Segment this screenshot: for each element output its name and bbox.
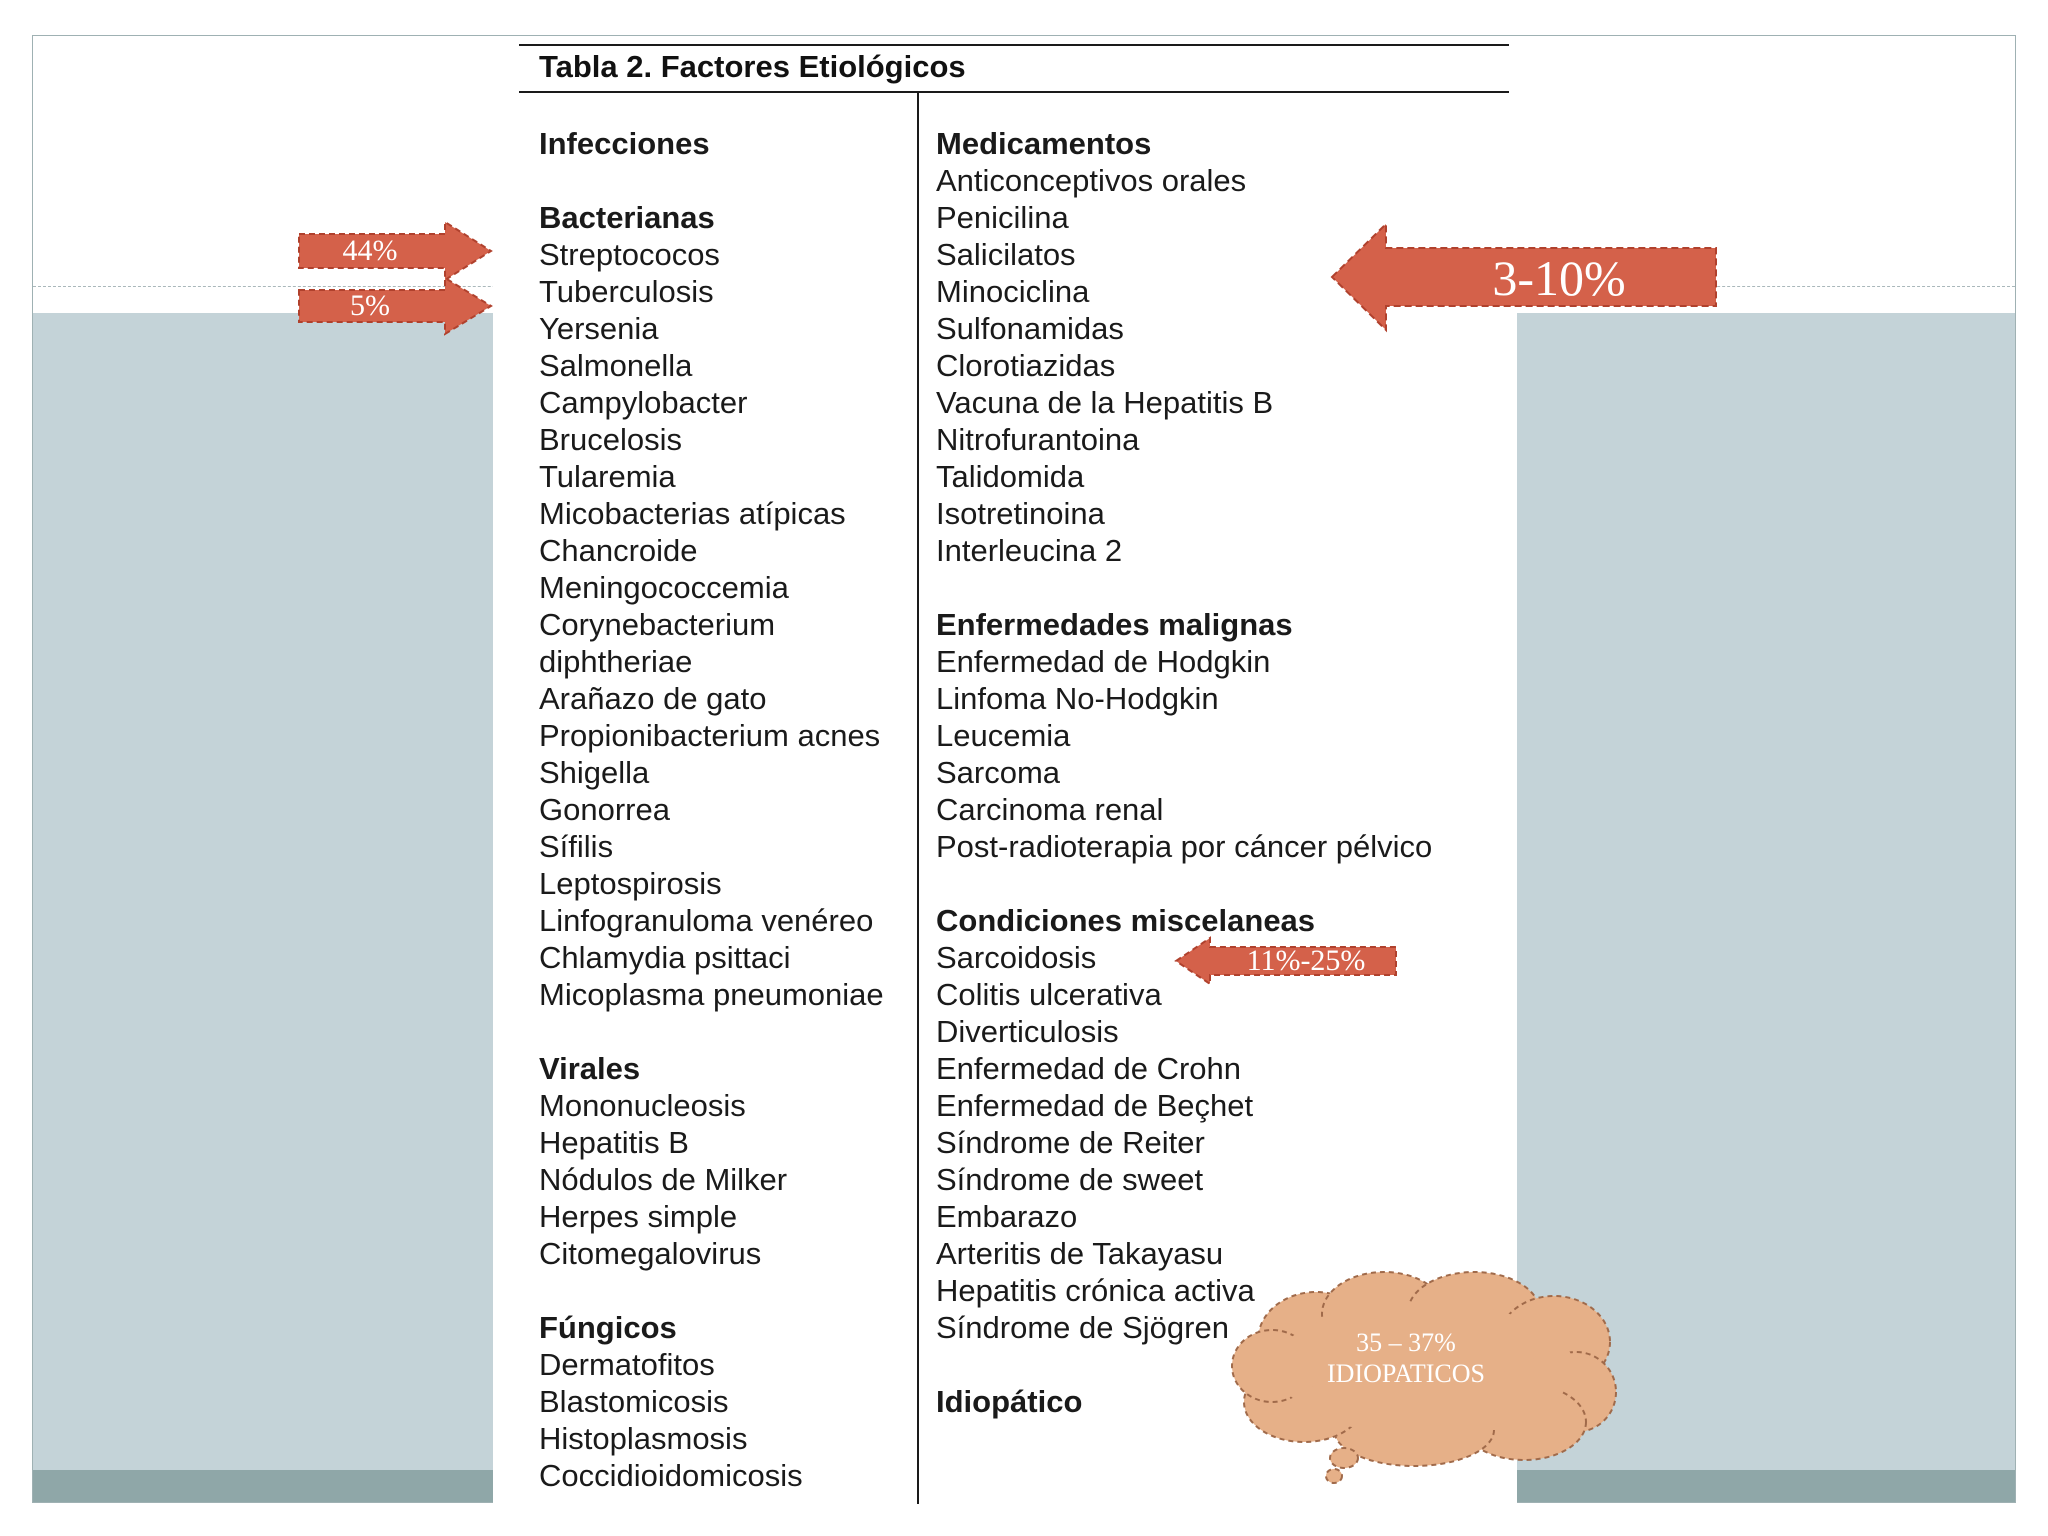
list-item: Nitrofurantoina xyxy=(936,422,1140,457)
list-item: Hepatitis B xyxy=(539,1125,689,1160)
list-item: Micoplasma pneumoniae xyxy=(539,977,884,1012)
column-divider xyxy=(917,92,919,1504)
list-item: Arañazo de gato xyxy=(539,681,767,716)
list-item: Shigella xyxy=(539,755,650,790)
list-item: Propionibacterium acnes xyxy=(539,718,881,753)
list-item: Embarazo xyxy=(936,1199,1078,1234)
list-item: Leptospirosis xyxy=(539,866,722,901)
list-item: Arteritis de Takayasu xyxy=(936,1236,1224,1271)
list-item: Chancroide xyxy=(539,533,698,568)
list-item: Tuberculosis xyxy=(539,274,714,309)
list-item: Diverticulosis xyxy=(936,1014,1119,1049)
arrow-label-11-25: 11%-25% xyxy=(1246,944,1366,977)
list-item: Sífilis xyxy=(539,829,614,864)
list-item: Chlamydia psittaci xyxy=(539,940,791,975)
list-item: Tularemia xyxy=(539,459,676,494)
list-item: Yersenia xyxy=(539,311,659,346)
list-item: Leucemia xyxy=(936,718,1071,753)
category-heading: Bacterianas xyxy=(539,200,715,235)
list-item: Nódulos de Milker xyxy=(539,1162,788,1197)
left-column xyxy=(539,125,884,1494)
table-header-rule xyxy=(519,91,1509,93)
table-title: Tabla 2. Factores Etiológicos xyxy=(539,49,966,84)
list-item: Colitis ulcerativa xyxy=(936,977,1162,1012)
spacer xyxy=(539,1013,884,1050)
list-item: Sarcoma xyxy=(936,755,1061,790)
category-heading: Idiopático xyxy=(936,1384,1083,1419)
list-item: Brucelosis xyxy=(539,422,682,457)
list-item: Salicilatos xyxy=(936,237,1076,272)
list-item: Enfermedad de Hodgkin xyxy=(936,644,1271,679)
list-item: Herpes simple xyxy=(539,1199,738,1234)
list-item: Síndrome de Sjögren xyxy=(936,1310,1229,1345)
table-top-rule xyxy=(519,44,1509,46)
list-item: Talidomida xyxy=(936,459,1085,494)
list-item: Meningococcemia xyxy=(539,570,789,605)
arrow-label-3-10: 3-10% xyxy=(1492,250,1626,306)
list-item: Micobacterias atípicas xyxy=(539,496,846,531)
list-item: Sulfonamidas xyxy=(936,311,1124,346)
list-item: Isotretinoina xyxy=(936,496,1105,531)
list-item: Citomegalovirus xyxy=(539,1236,762,1271)
spacer xyxy=(936,865,1432,902)
category-heading: Condiciones miscelaneas xyxy=(936,903,1316,938)
list-item: Histoplasmosis xyxy=(539,1421,748,1456)
list-item: Interleucina 2 xyxy=(936,533,1123,568)
list-item: Hepatitis crónica activa xyxy=(936,1273,1255,1308)
list-item: Minociclina xyxy=(936,274,1090,309)
list-item: Síndrome de sweet xyxy=(936,1162,1204,1197)
list-item: Enfermedad de Crohn xyxy=(936,1051,1242,1086)
list-item: Campylobacter xyxy=(539,385,748,420)
list-item: Sarcoidosis xyxy=(936,940,1097,975)
list-item: Clorotiazidas xyxy=(936,348,1116,383)
list-item: Blastomicosis xyxy=(539,1384,729,1419)
cloud-label-idiopathic: IDIOPATICOS xyxy=(1327,1359,1485,1388)
list-item: Gonorrea xyxy=(539,792,670,827)
category-heading: Virales xyxy=(539,1051,641,1086)
list-item: Coccidioidomicosis xyxy=(539,1458,803,1493)
list-item: Vacuna de la Hepatitis B xyxy=(936,385,1274,420)
list-item: Salmonella xyxy=(539,348,693,383)
spacer xyxy=(936,569,1432,606)
list-item: diphtheriae xyxy=(539,644,693,679)
category-heading: Enfermedades malignas xyxy=(936,607,1293,642)
category-heading: Medicamentos xyxy=(936,126,1152,161)
list-item: Linfogranuloma venéreo xyxy=(539,903,874,938)
arrow-label-44: 44% xyxy=(342,234,398,267)
list-item: Anticonceptivos orales xyxy=(936,163,1247,198)
list-item: Síndrome de Reiter xyxy=(936,1125,1205,1160)
spacer xyxy=(539,1272,884,1309)
cloud-label-percent: 35 – 37% xyxy=(1356,1328,1456,1357)
list-item: Enfermedad de Beçhet xyxy=(936,1088,1254,1123)
list-item: Penicilina xyxy=(936,200,1069,235)
list-item: Dermatofitos xyxy=(539,1347,715,1382)
list-item: Mononucleosis xyxy=(539,1088,746,1123)
arrow-label-5: 5% xyxy=(350,289,390,322)
list-item: Post-radioterapia por cáncer pélvico xyxy=(936,829,1433,864)
list-item: Corynebacterium xyxy=(539,607,776,642)
list-item: Carcinoma renal xyxy=(936,792,1164,827)
spacer xyxy=(539,162,884,199)
list-item: Streptococos xyxy=(539,237,720,272)
category-heading: Infecciones xyxy=(539,126,710,161)
category-heading: Fúngicos xyxy=(539,1310,677,1345)
list-item: Linfoma No-Hodgkin xyxy=(936,681,1219,716)
